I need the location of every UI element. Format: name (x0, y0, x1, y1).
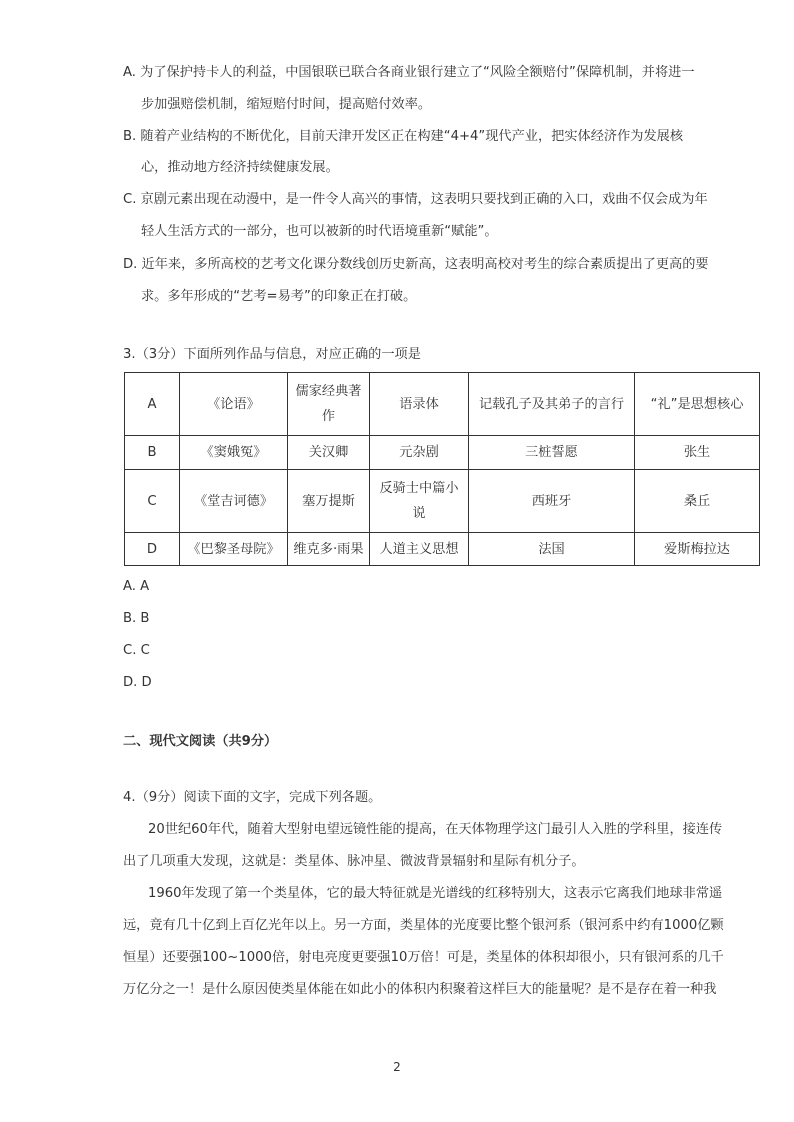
passage-p2-line2: 远，竟有几十亿到上百亿光年以上。另一方面，类星体的光度要比整个银河系（银河系中约有1000亿颗 (123, 918, 724, 933)
table-cell: C (125, 470, 180, 533)
option-b-line2: 心，推动地方经济持续健康发展。 (141, 160, 339, 175)
option-c-line1: C. 京剧元素出现在动漫中，是一件令人高兴的事情，这表明只要找到正确的入口，戏曲不仅会成为年 (123, 192, 708, 207)
option-d-line1: D. 近年来，多所高校的艺考文化课分数线创历史新高，这表明高校对考生的综合素质提出了更高的要 (123, 257, 709, 272)
table-cell: D (125, 533, 180, 566)
table-cell: 儒家经典著作 (288, 373, 370, 436)
table-cell: 桑丘 (635, 470, 760, 533)
table-cell: 爱斯梅拉达 (635, 533, 760, 566)
table-cell: 人道主义思想 (370, 533, 469, 566)
table-row (125, 533, 760, 566)
page-number: 2 (393, 1060, 401, 1074)
table-cell: B (125, 436, 180, 470)
table-row (125, 373, 760, 436)
table-cell: A (125, 373, 180, 436)
passage-p1-line1: 20世纪60年代，随着大型射电望远镜性能的提高，在天体物理学这门最引人入胜的学科里，接连传 (148, 822, 723, 837)
choice-a: A. A (123, 579, 150, 594)
table-cell: 三桩誓愿 (469, 436, 635, 470)
section-title: 二、现代文阅读（共9分） (123, 734, 278, 749)
passage-p2-line4: 万亿分之一！是什么原因使类星体能在如此小的体积内积聚着这样巨大的能量呢？是不是存在着一种我 (123, 982, 717, 997)
passage-p2-line3: 恒星）还要强100~1000倍，射电亮度更要强10万倍！可是，类星体的体积却很小，只有银河系的几千 (123, 950, 724, 965)
table-cell: 记载孔子及其弟子的言行 (469, 373, 635, 436)
choice-d: D. D (123, 675, 152, 690)
table-cell: 《堂吉诃德》 (180, 470, 288, 533)
table-cell: “礼”是思想核心 (635, 373, 760, 436)
table-cell: 西班牙 (469, 470, 635, 533)
option-a-line2: 步加强赔偿机制，缩短赔付时间，提高赔付效率。 (141, 97, 432, 112)
table-cell: 语录体 (370, 373, 469, 436)
passage-p1-line2: 出了几项重大发现，这就是：类星体、脉冲星、微波背景辐射和星际有机分子。 (123, 854, 585, 869)
table-cell: 维克多·雨果 (288, 533, 370, 566)
question-3-stem: 3.（3分）下面所列作品与信息，对应正确的一项是 (123, 347, 421, 362)
works-info-table (124, 372, 760, 566)
option-c-line2: 轻人生活方式的一部分，也可以被新的时代语境重新“赋能”。 (141, 224, 498, 239)
choice-b: B. B (123, 611, 150, 626)
table-cell: 法国 (469, 533, 635, 566)
option-a-line1: A. 为了保护持卡人的利益，中国银联已联合各商业银行建立了“风险全额赔付”保障机制，并将进一 (123, 65, 695, 80)
table-cell: 《论语》 (180, 373, 288, 436)
option-b-line1: B. 随着产业结构的不断优化，目前天津开发区正在构建“4+4”现代产业，把实体经济作为发展核 (123, 129, 684, 144)
choice-c: C. C (123, 643, 150, 658)
table-cell: 反骑士中篇小说 (370, 470, 469, 533)
table-cell: 关汉卿 (288, 436, 370, 470)
table-cell: 张生 (635, 436, 760, 470)
question-4-stem: 4.（9分）阅读下面的文字，完成下列各题。 (123, 790, 382, 805)
table-cell: 《窦娥冤》 (180, 436, 288, 470)
passage-p2-line1: 1960年发现了第一个类星体，它的最大特征就是光谱线的红移特别大，这表示它离我们地球非常遥 (148, 886, 723, 901)
table-cell: 元杂剧 (370, 436, 469, 470)
option-d-line2: 求。多年形成的“艺考=易考”的印象正在打破。 (141, 289, 417, 304)
table-row (125, 470, 760, 533)
table-cell: 塞万提斯 (288, 470, 370, 533)
table-row (125, 436, 760, 470)
table-cell: 《巴黎圣母院》 (180, 533, 288, 566)
